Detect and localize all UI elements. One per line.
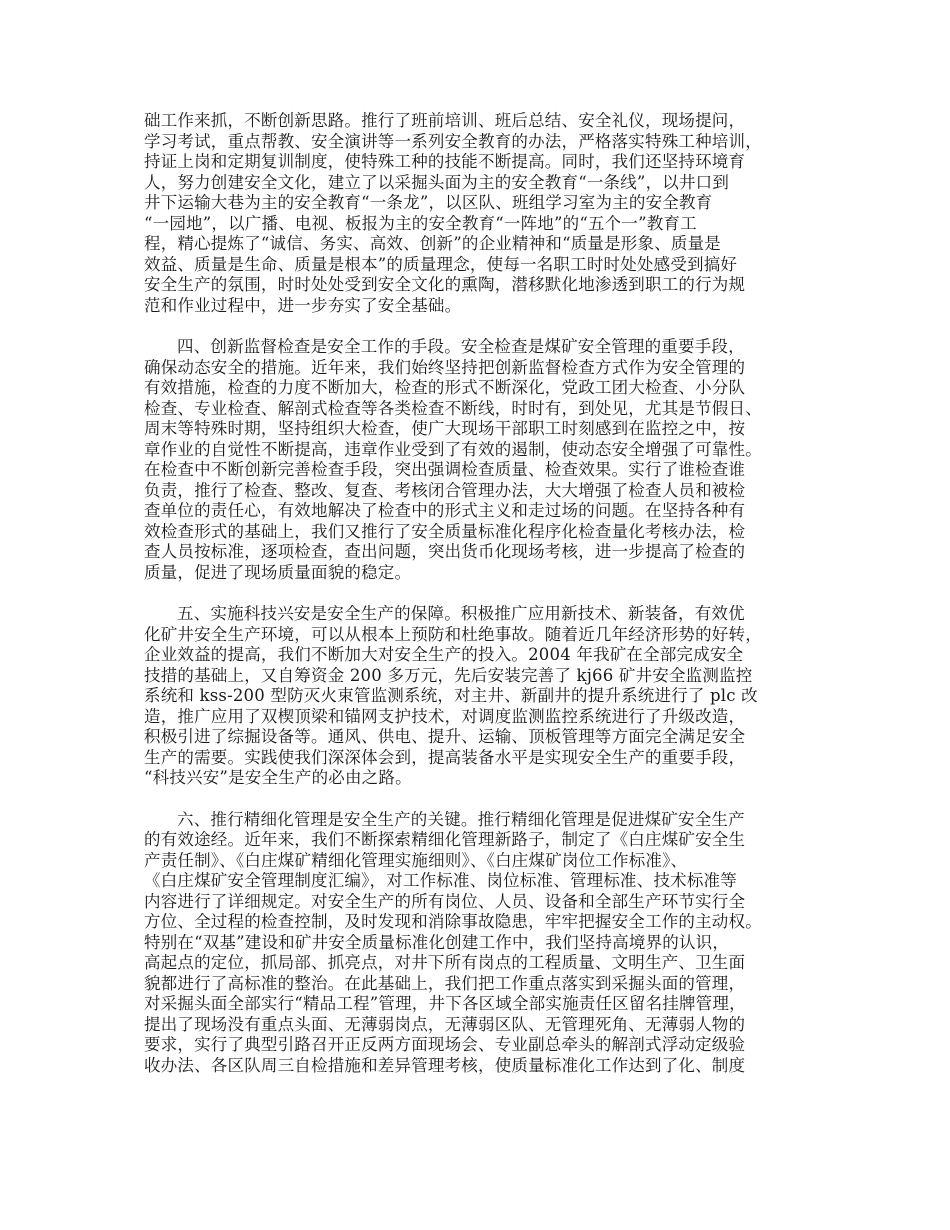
text-line: 持证上岗和定期复训制度，使特殊工种的技能不断提高。同时，我们还坚持环境育: [144, 152, 746, 171]
text-line: 系统和 kss-200 型防灭火束管监测系统，对主井、新副井的提升系统进行了 plc 改: [144, 686, 758, 705]
paragraph-technology: [144, 604, 824, 789]
text-line: 特别在“双基”建设和矿井安全质量标准化创建工作中，我们坚持高境界的认识，: [144, 932, 730, 952]
text-line: 的有效途经。近年来，我们不断探索精细化管理新路子，制定了《白庄煤矿安全生: [144, 830, 746, 849]
text-line: 四、创新监督检查是安全工作的手段。安全检查是煤矿安全管理的重要手段，: [177, 337, 745, 356]
paragraph-refined-management: [144, 810, 824, 1077]
text-line: 化矿井安全生产环境，可以从根本上预防和杜绝事故。随着近几年经济形势的好转，: [144, 624, 762, 644]
text-line: 查单位的责任心，有效地解决了检查中的形式主义和走过场的问题。在坚持各种有: [144, 501, 746, 520]
text-line: 确保动态安全的措施。近年来，我们始终坚持把创新监督检查方式作为安全管理的: [144, 357, 746, 377]
text-line: 负责，推行了检查、整改、复查、考核闭合管理办法，大大增强了检查人员和被检: [144, 480, 746, 500]
text-line: 积极引进了综掘设备等。通风、供电、提升、运输、顶板管理等方面完全满足安全: [144, 727, 746, 746]
text-line: 程，精心提炼了“诚信、务实、高效、创新”的企业精神和“质量是形象、质量是: [144, 234, 722, 253]
paragraph-spacer: [144, 316, 824, 337]
text-line: 造，推广应用了双楔顶梁和锚网支护技术，对调度监测监控系统进行了升级改造，: [144, 706, 746, 726]
text-line: 高起点的定位，抓局部、抓亮点，对井下所有岗点的工程质量、文明生产、卫生面: [144, 953, 746, 972]
text-line: 貌都进行了高标准的整治。在此基础上，我们把工作重点落实到采掘头面的管理，: [144, 973, 746, 993]
text-line: 效检查形式的基础上，我们又推行了安全质量标准化程序化检查量化考核办法，检: [144, 521, 746, 541]
paragraph-spacer: [144, 583, 824, 604]
text-line: 企业效益的提高，我们不断加大对安全生产的投入。2004 年我矿在全部完成安全: [144, 645, 744, 664]
paragraph-spacer: [144, 789, 824, 810]
text-line: 产责任制》、《白庄煤矿精细化管理实施细则》、《白庄煤矿岗位工作标准》、: [144, 850, 688, 870]
text-line: “科技兴安”是安全生产的必由之路。: [144, 768, 412, 787]
paragraph-inspection: [144, 337, 824, 583]
text-line: 学习考试，重点帮教、安全演讲等一系列安全教育的办法，严格落实特殊工种培训，: [144, 131, 762, 151]
text-line: 范和作业过程中，进一步夯实了安全基础。: [144, 295, 462, 315]
text-line: 《白庄煤矿安全管理制度汇编》，对工作标准、岗位标准、管理标准、技术标准等: [144, 871, 737, 890]
text-line: 人，努力创建安全文化，建立了以采掘头面为主的安全教育“一条线”，以井口到: [144, 172, 730, 192]
text-line: 收办法、各区队周三自检措施和差异管理考核，使质量标准化工作达到了化、制度: [144, 1055, 746, 1075]
text-line: 内容进行了详细规定。对安全生产的所有岗位、人员、设备和全部生产环节实行全: [144, 891, 746, 911]
text-line: 五、实施科技兴安是安全生产的保障。积极推广应用新技术、新装备，有效优: [177, 604, 745, 623]
text-line: 技措的基础上，又自筹资金 200 多万元，先后安装完善了 kj66 矿井安全监测监控: [144, 665, 753, 685]
text-line: 周末等特殊时期，坚持组织大检查，使广大现场干部职工时刻感到在监控之中，按: [144, 419, 746, 438]
text-line: 查人员按标准，逐项检查，查出问题，突出货币化现场考核，进一步提高了检查的: [144, 542, 746, 561]
text-line: 在检查中不断创新完善检查手段，突出强调检查质量、检查效果。实行了谁检查谁: [144, 460, 746, 479]
text-line: 生产的需要。实践使我们深深体会到，提高装备水平是实现安全生产的重要手段，: [144, 747, 746, 767]
text-line: “一园地”，以广播、电视、板报为主的安全教育“一阵地”的“五个一”教育工: [144, 213, 697, 233]
text-line: 方位、全过程的检查控制，及时发现和消除事故隐患，牢牢把握安全工作的主动权。: [144, 912, 762, 931]
text-line: 提出了现场没有重点头面、无薄弱岗点，无薄弱区队、无管理死角、无薄弱人物的: [144, 1014, 746, 1034]
text-line: 安全生产的氛围，时时处处受到安全文化的熏陶，潜移默化地渗透到职工的行为规: [144, 275, 746, 294]
text-line: 础工作来抓，不断创新思路。推行了班前培训、班后总结、安全礼仪，现场提问，: [144, 111, 746, 130]
paragraph-safety-culture: [144, 111, 824, 316]
text-line: 要求，实行了典型引路召开正反两方面现场会、专业副总牵头的解剖式浮动定级验: [144, 1035, 746, 1054]
text-line: 效益、质量是生命、质量是根本”的质量理念，使每一名职工时时处处感受到搞好: [144, 254, 738, 274]
text-line: 对采掘头面全部实行“精品工程”管理，井下各区域全部实施责任区留名挂牌管理，: [144, 994, 746, 1013]
text-line: 有效措施，检查的力度不断加大，检查的形式不断深化，党政工团大检查、小分队: [144, 378, 746, 397]
text-line: 井下运输大巷为主的安全教育“一条龙”，以区队、班组学习室为主的安全教育: [144, 193, 713, 212]
document-page: [144, 111, 824, 1076]
text-line: 六、推行精细化管理是安全生产的关键。推行精细化管理是促进煤矿安全生产: [177, 809, 745, 829]
text-line: 质量，促进了现场质量面貌的稳定。: [144, 562, 412, 582]
text-line: 章作业的自觉性不断提高，违章作业受到了有效的遏制，使动态安全增强了可靠性。: [144, 439, 762, 459]
text-line: 检查、专业检查、解剖式检查等各类检查不断线，时时有，到处见，尤其是节假日、: [144, 398, 762, 418]
